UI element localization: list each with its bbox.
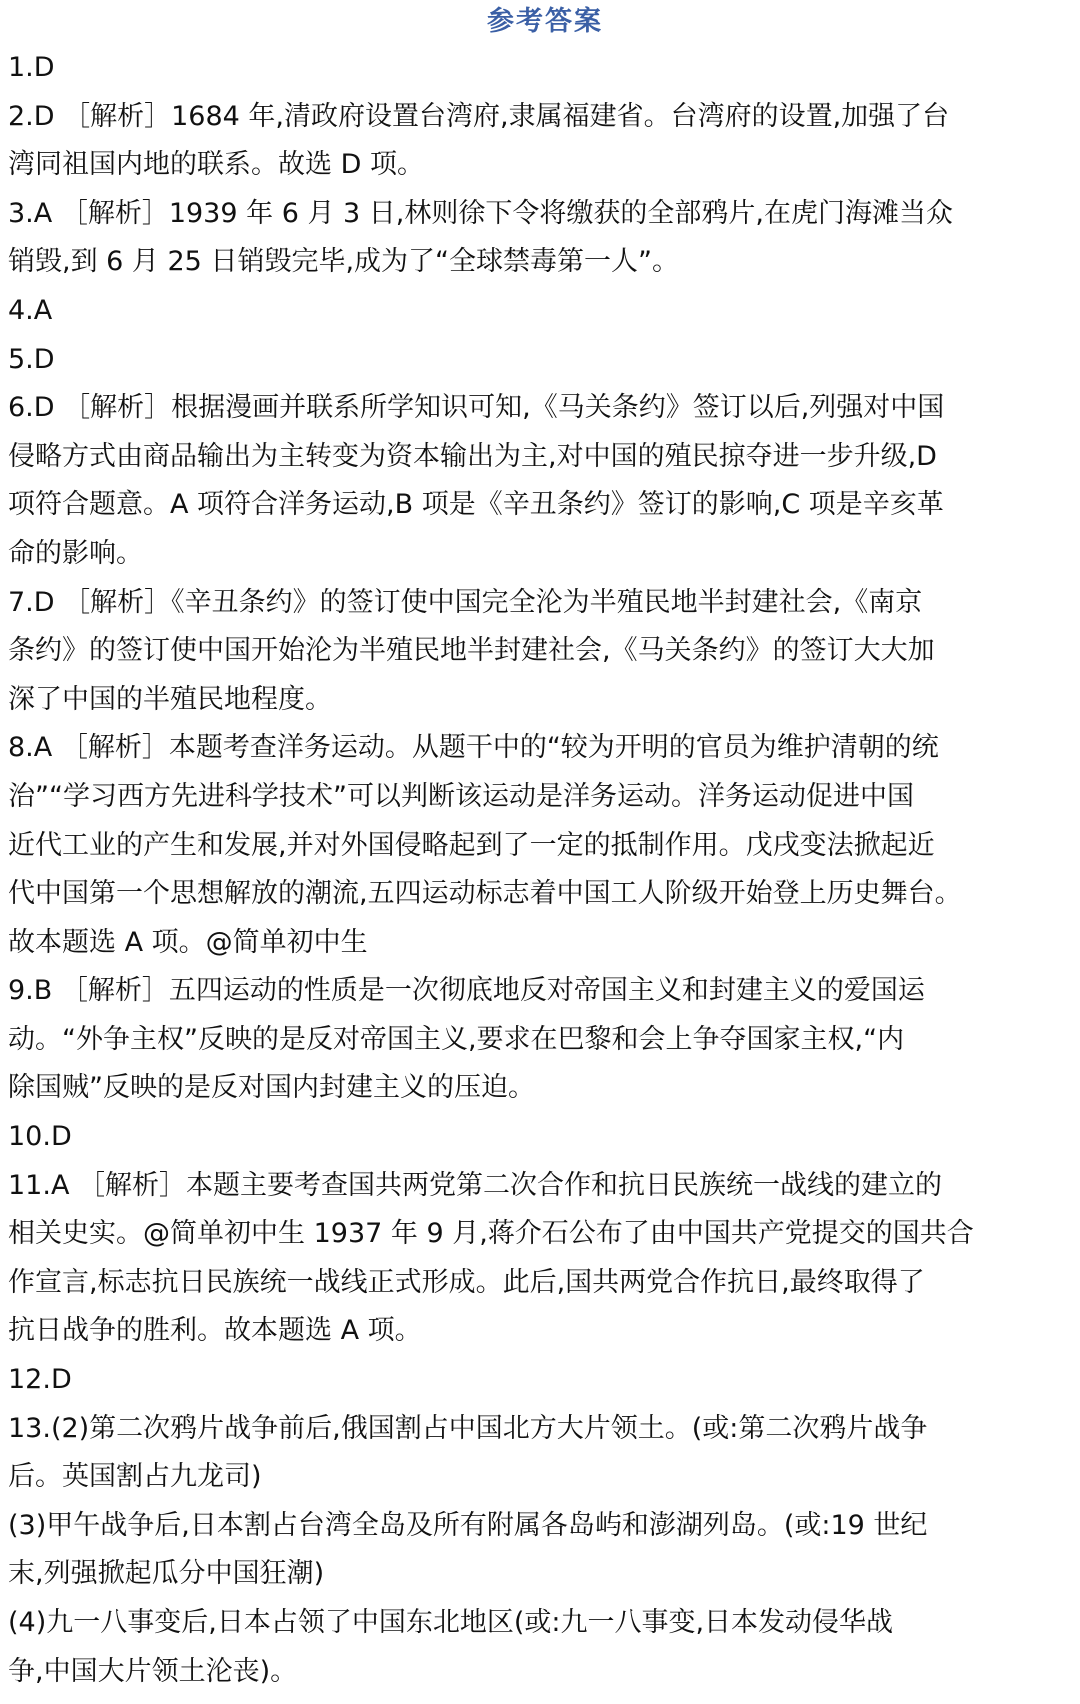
answer-line: 近代工业的产生和发展,并对外国侵略起到了一定的抵制作用。戊戌变法掀起近 — [8, 829, 935, 861]
answer-line: 7.D ［解析］《辛丑条约》的签订使中国完全沦为半殖民地半封建社会,《南京 — [8, 586, 923, 618]
answer-line: 末,列强掀起瓜分中国狂潮) — [8, 1558, 325, 1590]
answer-line: 1.D — [8, 52, 55, 83]
page-title: 参考答案 — [487, 6, 603, 37]
answer-line: 命的影响。 — [8, 537, 143, 569]
answer-line: (4)九一八事变后,日本占领了中国东北地区(或:九一八事变,日本发动侵华战 — [8, 1607, 894, 1638]
answer-line: 作宣言,标志抗日民族统一战线正式形成。此后,国共两党合作抗日,最终取得了 — [8, 1266, 925, 1298]
answer-line: 13.(2)第二次鸦片战争前后,俄国割占中国北方大片领土。(或:第二次鸦片战争 — [8, 1412, 928, 1444]
answer-line: 争,中国大片领土沦丧)。 — [8, 1655, 298, 1687]
answer-line: (3)甲午战争后,日本割占台湾全岛及所有附属各岛屿和澎湖列岛。(或:19 世纪 — [8, 1509, 928, 1541]
answer-line: 除国贼”反映的是反对国内封建主义的压迫。 — [8, 1072, 535, 1104]
answer-line: 动。“外争主权”反映的是反对帝国主义,要求在巴黎和会上争夺国家主权,“内 — [8, 1023, 905, 1055]
answer-line: 故本题选 A 项。@简单初中生 — [8, 926, 368, 958]
answer-line: 治”“学习西方先进科学技术”可以判断该运动是洋务运动。洋务运动促进中国 — [8, 780, 914, 812]
answer-line: 5.D — [8, 343, 55, 375]
answer-line: 销毁,到 6 月 25 日销毁完毕,成为了“全球禁毒第一人”。 — [8, 246, 680, 278]
answer-line: 9.B ［解析］五四运动的性质是一次彻底地反对帝国主义和封建主义的爱国运 — [8, 975, 925, 1007]
answer-line: 相关史实。@简单初中生 1937 年 9 月,蒋介石公布了由中国共产党提交的国共合 — [8, 1218, 974, 1250]
answer-line: 湾同祖国内地的联系。故选 D 项。 — [8, 149, 424, 181]
answer-line: 8.A ［解析］本题考查洋务运动。从题干中的“较为开明的官员为维护清朝的统 — [8, 732, 939, 764]
answer-line: 侵略方式由商品输出为主转变为资本输出为主,对中国的殖民掠夺进一步升级,D — [8, 440, 937, 472]
answer-line: 3.A ［解析］1939 年 6 月 3 日,林则徐下令将缴获的全部鸦片,在虎门海滩当众 — [8, 197, 953, 229]
answer-line: 6.D ［解析］根据漫画并联系所学知识可知,《马关条约》签订以后,列强对中国 — [8, 392, 945, 424]
answer-line: 条约》的签订使中国开始沦为半殖民地半封建社会,《马关条约》的签订大大加 — [8, 635, 935, 667]
answer-line: 项符合题意。A 项符合洋务运动,B 项是《辛丑条约》签订的影响,C 项是辛亥革 — [8, 489, 944, 521]
answer-line: 12.D — [8, 1364, 72, 1396]
answer-line: 后。英国割占九龙司) — [8, 1461, 262, 1493]
answer-line: 10.D — [8, 1121, 72, 1153]
answer-line: 代中国第一个思想解放的潮流,五四运动标志着中国工人阶级开始登上历史舞台。 — [8, 878, 962, 910]
answer-line: 深了中国的半殖民地程度。 — [8, 683, 332, 715]
answer-line: 4.A — [8, 294, 53, 326]
answer-line: 11.A ［解析］本题主要考查国共两党第二次合作和抗日民族统一战线的建立的 — [8, 1169, 942, 1201]
answer-list — [8, 44, 1062, 1696]
answer-line: 2.D ［解析］1684 年,清政府设置台湾府,隶属福建省。台湾府的设置,加强了台 — [8, 100, 950, 132]
answer-line: 抗日战争的胜利。故本题选 A 项。 — [8, 1315, 422, 1347]
